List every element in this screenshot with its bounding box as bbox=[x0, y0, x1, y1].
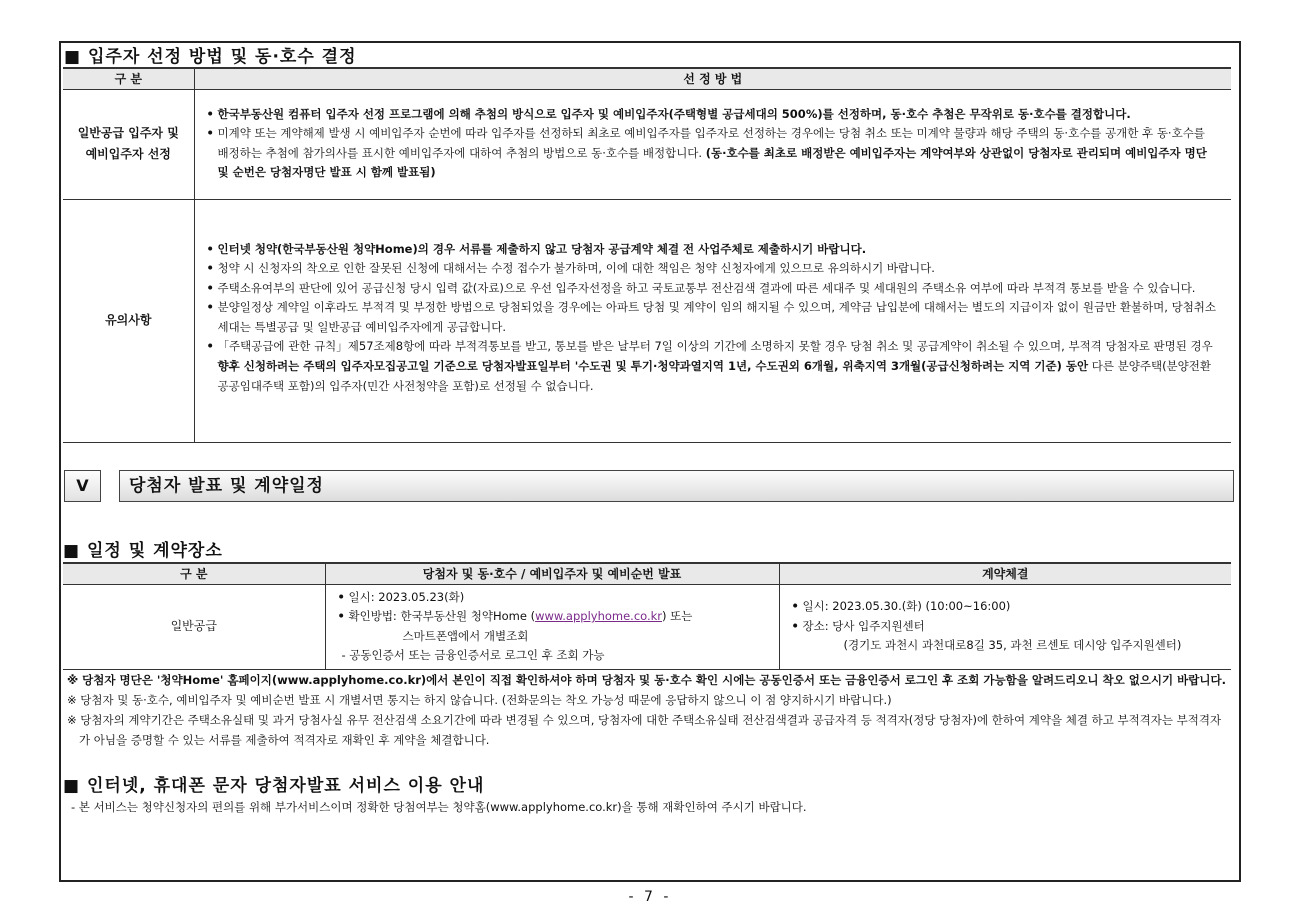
method-cell-notes bbox=[194, 199, 1231, 442]
row-label-notes-text: 유의사항 bbox=[105, 313, 152, 327]
schedule-col-contract: 계약체결 bbox=[779, 563, 1231, 584]
method-item: • 미계약 또는 계약해제 발생 시 예비입주자 순번에 따라 입주자를 선정하되 최초로 예비입주자를 입주자로 선정하는 경우에는 당첨 취소 또는 미계약 물량과 해당 주택의 동·호수를 공개한 후 동·호수를 배정하는 추첨에 참가의사를 표시한 예비입주자에 대하여 추첨의 방법으로 동·호수를 배정합니다. (동·호수를 최초로 배정받은 예비입주자는 계약여부와 상관없이 당첨자로 관리되며 예비입주자 명단 및 순번은 당첨자명단 발표 시 함께 발표됨) bbox=[205, 124, 1218, 183]
section-heading-schedule: ■ 일정 및 계약장소 bbox=[63, 541, 223, 561]
col-header-method: 선 정 방 법 bbox=[194, 68, 1231, 89]
schedule-col-announce: 당첨자 및 동·호수 / 예비입주자 및 예비순번 발표 bbox=[325, 563, 779, 584]
announce-sub: - 공동인증서 또는 금융인증서로 로그인 후 조회 가능 bbox=[341, 648, 605, 663]
method-item: • 한국부동산원 컴퓨터 입주자 선정 프로그램에 의해 추첨의 방식으로 입주자 및 예비입주자(주택형별 공급세대의 500%)를 선정하며, 동·호수 추첨은 무작위로 동·호수를 결정합니다. bbox=[205, 105, 1218, 125]
note-1: ※ 당첨자 명단은 '청약Home' 홈페이지(www.applyhome.co.kr)에서 본인이 직접 확인하셔야 하며 당첨자 및 동·호수 확인 시에는 공동인증서 또는 금융인증서 로그인 후 조회 가능함을 알려드리오니 착오 없으시기 바랍니다. bbox=[67, 673, 1226, 687]
contract-date: • 일시: 2023.05.30.(화) (10:00~16:00) bbox=[790, 597, 1224, 617]
row-label-notes bbox=[63, 199, 194, 442]
note-3: ※ 당첨자의 계약기간은 주택소유실태 및 과거 당첨사실 유무 전산검색 소요기간에 따라 변경될 수 있으며, 당첨자에 대한 주택소유실태 전산검색결과 공급자격 등 적격자(정당 당첨자)에 한하여 계약을 체결 하고 부적격자는 부적격자가 아님을 증명할 수 있는 서류를 제출하여 적격자로 재확인 후 계약을 체결합니다. bbox=[67, 713, 1222, 747]
note-item: • 분양일정상 계약일 이후라도 부적격 및 부정한 방법으로 당첨되었을 경우에는 아파트 당첨 및 계약이 임의 해지될 수 있으며, 계약금 납입분에 대해서는 별도의 지급이자 없이 원금만 환불하며, 당첨취소 세대는 특별공급 및 일반공급 예비입주자에게 공급합니다. bbox=[205, 298, 1218, 337]
note-item: • 청약 시 신청자의 착오로 인한 잘못된 신청에 대해서는 수정 접수가 불가하며, 이에 대한 책임은 청약 신청자에게 있으므로 유의하시기 바랍니다. bbox=[205, 259, 1218, 279]
section-number-box: V bbox=[64, 470, 101, 502]
note-item: • 인터넷 청약(한국부동산원 청약Home)의 경우 서류를 제출하지 않고 당첨자 공급계약 체결 전 사업주체로 제출하시기 바랍니다. bbox=[205, 240, 1218, 260]
col-header-category: 구 분 bbox=[63, 68, 194, 89]
schedule-row-label: 일반공급 bbox=[63, 584, 325, 669]
announce-cell bbox=[325, 584, 779, 669]
note-2: ※ 당첨자 및 동·호수, 예비입주자 및 예비순번 발표 시 개별서면 통지는 하지 않습니다. (전화문의는 착오 가능성 때문에 응답하지 않으니 이 점 양지하시기 바랍니다.) bbox=[67, 693, 892, 707]
applyhome-link[interactable]: www.applyhome.co.kr bbox=[535, 609, 663, 624]
announce-date: • 일시: 2023.05.23(화) bbox=[336, 588, 771, 608]
row-label-general bbox=[63, 89, 194, 199]
note-item: • 주택소유여부의 판단에 있어 공급신청 당시 입력 값(자료)으로 우선 입주자선정을 하고 국토교통부 전산검색 결과에 따른 세대주 및 세대원의 주택소유 여부에 따라 부적격 통보를 받을 수 있습니다. bbox=[205, 279, 1218, 299]
section-heading-selection: ■ 입주자 선정 방법 및 동·호수 결정 bbox=[64, 47, 357, 67]
announce-method-line2: 스마트폰앱에서 개별조회 bbox=[402, 628, 529, 643]
schedule-col-category: 구 분 bbox=[63, 563, 325, 584]
method-cell-general bbox=[194, 89, 1231, 199]
section-title-box: 당첨자 발표 및 계약일정 bbox=[119, 470, 1234, 502]
selection-table bbox=[63, 67, 1231, 443]
schedule-table bbox=[63, 562, 1231, 670]
contract-cell bbox=[779, 584, 1231, 669]
note-item: • 「주택공급에 관한 규칙」제57조제8항에 따라 부적격통보를 받고, 통보를 받은 날부터 7일 이상의 기간에 소명하지 못할 경우 당첨 취소 및 공급계약이 취소될 수 있으며, 부적격 당첨자로 판명된 경우 향후 신청하려는 주택의 입주자모집공고일 기준으로 당첨자발표일부터 '수도권 및 투기·청약과열지역 1년, 수도권외 6개월, 위축지역 3개월(공급신청하려는 지역 기준) 동안 다른 분양주택(분양전환공공임대주택 포함)의 입주자(민간 사전청약을 포함)로 선정될 수 없습니다. bbox=[205, 337, 1218, 396]
row-label-general-text: 일반공급 입주자 및 예비입주자 선정 bbox=[77, 126, 179, 161]
contract-address: (경기도 과천시 과천대로8길 35, 과천 르센토 데시앙 입주지원센터) bbox=[843, 638, 1182, 653]
section-heading-internet: ■ 인터넷, 휴대폰 문자 당첨자발표 서비스 이용 안내 bbox=[63, 776, 485, 796]
internet-text: - 본 서비스는 청약신청자의 편의를 위해 부가서비스이며 정확한 당첨여부는 청약홈(www.applyhome.co.kr)을 통해 재확인하여 주시기 바랍니다. bbox=[71, 800, 807, 814]
announce-method: • 확인방법: 한국부동산원 청약Home (www.applyhome.co.kr) 또는 bbox=[336, 607, 771, 627]
page-number: - 7 - bbox=[628, 889, 672, 905]
contract-place: • 장소: 당사 입주지원센터 bbox=[790, 617, 1224, 637]
